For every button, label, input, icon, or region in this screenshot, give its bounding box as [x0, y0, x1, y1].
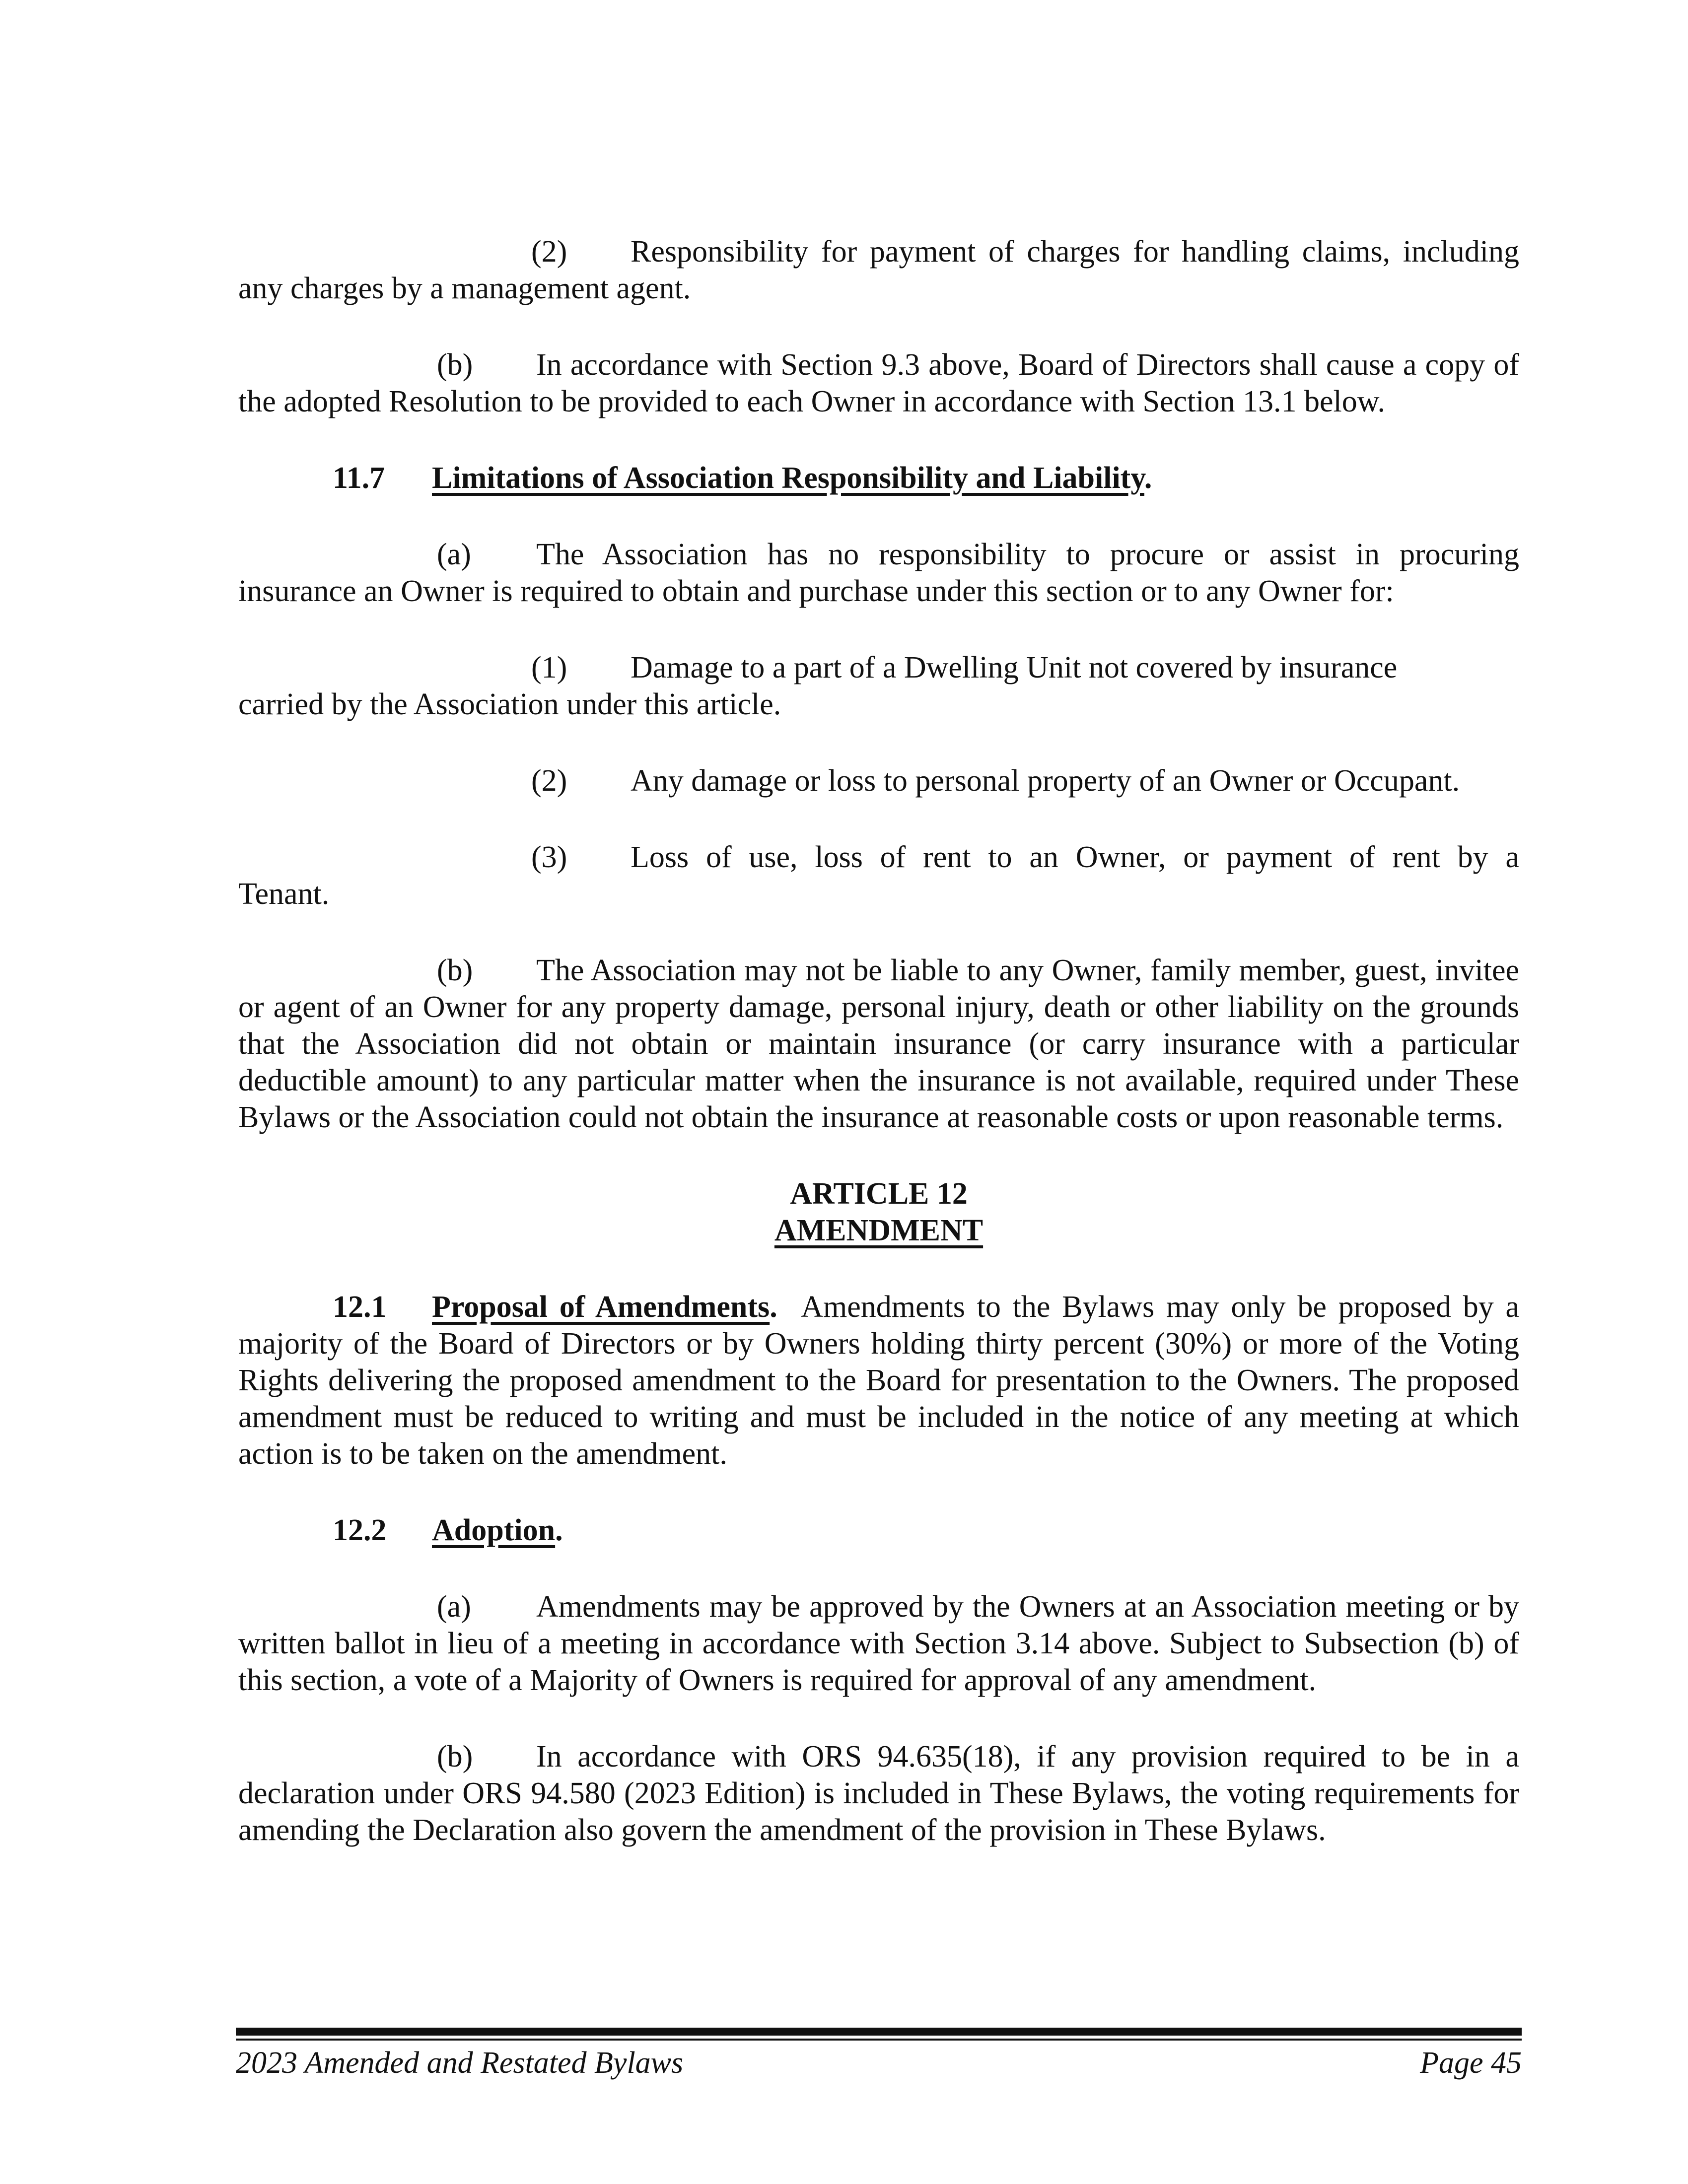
- subsection-label: (b): [437, 348, 473, 382]
- article-title: AMENDMENT: [774, 1214, 984, 1247]
- section-heading-11-7: [238, 460, 1519, 496]
- list-item-11-7-1: [238, 649, 1519, 686]
- subsection-text: Amendments may be approved by the Owners at an Association meeting or by written ballot in lieu of a meeting in accordance with Section 3.14 above. Subject to Subsection (b) of this section, a vote of a Majority of Owners is required for approval of any amendment.: [238, 1590, 1519, 1697]
- section-number: 11.7: [333, 461, 385, 495]
- article-heading: ARTICLE 12: [790, 1177, 968, 1211]
- section-title-period: .: [555, 1513, 563, 1547]
- page-footer: [236, 2028, 1522, 2081]
- item-text: Responsibility for payment of charges for handling claims, including any charges by a management agent.: [238, 235, 1519, 305]
- item-label: (1): [531, 651, 567, 684]
- section-text: Amendments to the Bylaws may only be proposed by a majority of the Board of Directors or by Owners holding thirty percent (30%) or more of the Voting Rights delivering the proposed amendment to the Board for presentation to the Owners. The proposed amendment must be reduced to writing and must be included in the notice of any meeting at which action is to be taken on the amendment.: [238, 1290, 1519, 1471]
- list-item-11-7-1-continued: carried by the Association under this article.: [238, 687, 781, 721]
- paragraph-11-6-b: [238, 346, 1519, 420]
- footer-document-title: 2023 Amended and Restated Bylaws: [236, 2046, 684, 2080]
- subsection-text: The Association has no responsibility to procure or assist in procuring insurance an Owner is required to obtain and purchase under this section or to any Owner for:: [238, 538, 1519, 608]
- article-subheading: [238, 1212, 1519, 1249]
- section-number: 12.2: [333, 1513, 387, 1547]
- section-title-period: .: [1144, 461, 1152, 495]
- list-item-11-7-2: [238, 762, 1519, 799]
- subsection-label: (b): [437, 954, 473, 987]
- section-title: Adoption: [432, 1513, 556, 1547]
- item-label: (2): [531, 764, 567, 798]
- list-item-11-7-3: [238, 839, 1519, 912]
- item-label: (3): [531, 840, 567, 874]
- paragraph-12-1: [238, 1289, 1519, 1472]
- section-heading-12-2: [238, 1512, 1519, 1549]
- footer-page-number: Page 45: [1420, 2046, 1522, 2080]
- item-text-line1: Loss of use, loss of rent to an Owner, or payment of rent by a: [631, 840, 1519, 874]
- footer-rule-thick: [236, 2028, 1522, 2036]
- subsection-label: (b): [437, 1740, 473, 1774]
- section-title: Limitations of Association Responsibility and Liability: [432, 461, 1144, 495]
- paragraph-11-7-b: [238, 952, 1519, 1136]
- paragraph-12-2-b: [238, 1738, 1519, 1848]
- item-text-line1: Damage to a part of a Dwelling Unit not covered by insurance: [631, 651, 1398, 684]
- subsection-text: In accordance with ORS 94.635(18), if any provision required to be in a declaration under ORS 94.580 (2023 Edition) is included in These Bylaws, the voting requirements for amending the Declaration also govern the amendment of the provision in These Bylaws.: [238, 1740, 1519, 1847]
- paragraph-12-2-a: [238, 1588, 1519, 1699]
- section-title: Proposal of Amendments: [432, 1290, 770, 1324]
- item-text-line2: Tenant.: [238, 877, 330, 911]
- subsection-text: In accordance with Section 9.3 above, Board of Directors shall cause a copy of the adopted Resolution to be provided to each Owner in accordance with Section 13.1 below.: [238, 348, 1519, 418]
- paragraph-11-6-item-2: [238, 233, 1519, 307]
- footer-rule-thin: [236, 2039, 1522, 2041]
- item-text: Any damage or loss to personal property of an Owner or Occupant.: [631, 764, 1460, 798]
- document-page: [238, 233, 1519, 1848]
- item-label: (2): [531, 235, 567, 269]
- subsection-label: (a): [437, 538, 471, 571]
- paragraph-11-7-a: [238, 536, 1519, 610]
- section-number: 12.1: [333, 1290, 387, 1324]
- subsection-label: (a): [437, 1590, 471, 1624]
- section-title-period: .: [770, 1290, 777, 1324]
- subsection-text: The Association may not be liable to any Owner, family member, guest, invitee or agent of an Owner for any property damage, personal injury, death or other liability on the grounds that the Association did not obtain or maintain insurance (or carry insurance with a particular deductible amount) to any particular matter when the insurance is not available, required under These Bylaws or the Association could not obtain the insurance at reasonable costs or upon reasonable terms.: [238, 954, 1519, 1134]
